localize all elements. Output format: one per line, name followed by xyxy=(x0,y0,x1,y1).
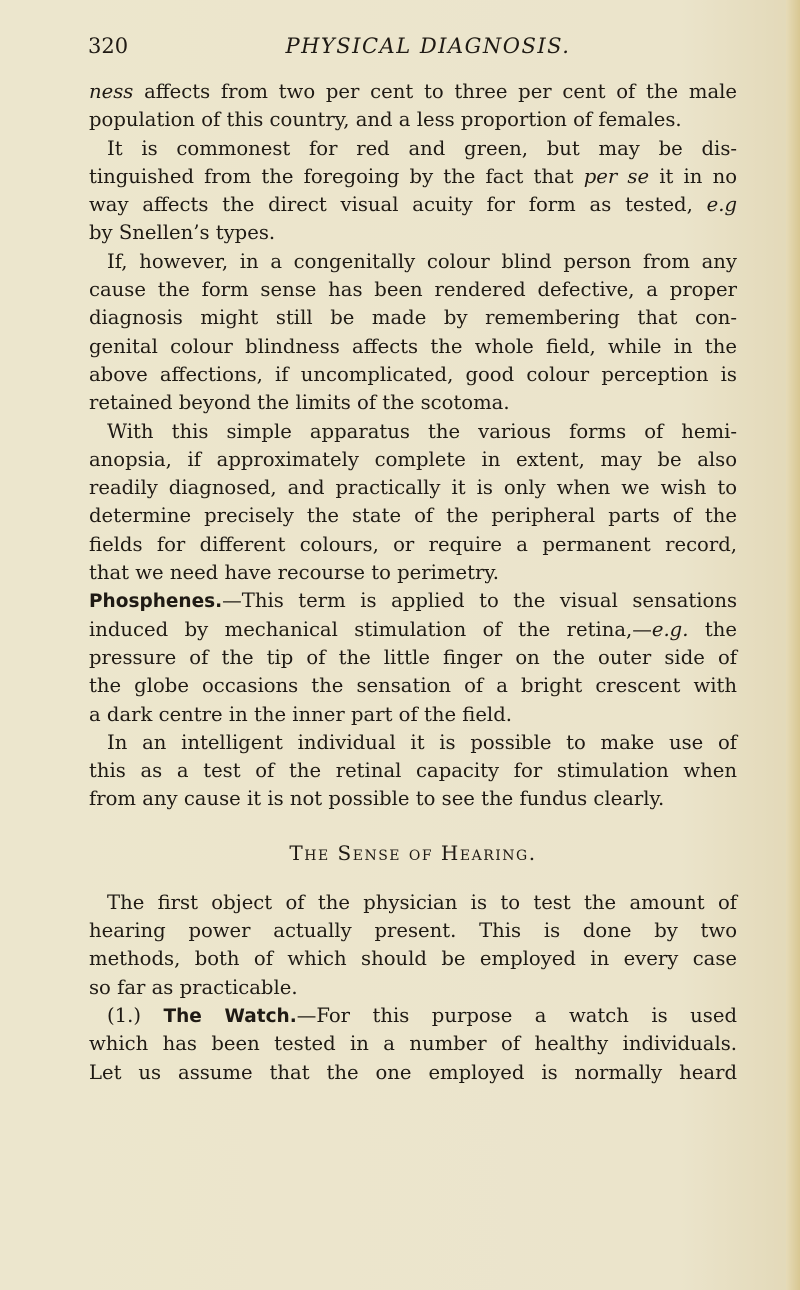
text-line: a dark centre in the inner part of the field. xyxy=(89,702,512,726)
text-line: the globe occasions the sensation of a bright crescent with xyxy=(89,674,737,698)
text-line: that we need have recourse to perimetry. xyxy=(89,561,500,585)
text-line: determine precisely the state of the peripheral parts of the xyxy=(89,504,737,528)
text-line: diagnosis might still be made by remembering that con- xyxy=(89,306,737,330)
text-line: (1.) The Watch.—For this purpose a watch is used xyxy=(107,1003,737,1027)
running-title: PHYSICAL DIAGNOSIS. xyxy=(285,34,571,58)
paragraph xyxy=(89,889,737,1002)
text-line: which has been tested in a number of healthy individuals. xyxy=(89,1032,737,1056)
section-heading: The Sense of Hearing. xyxy=(289,840,537,865)
page-edge xyxy=(786,0,800,1290)
text-line: fields for different colours, or require a permanent record, xyxy=(89,532,737,556)
text-line: anopsia, if approximately complete in extent, may be also xyxy=(89,447,737,471)
text-line: so far as practicable. xyxy=(89,975,298,999)
page-header xyxy=(88,34,728,64)
text-line: Phosphenes.—This term is applied to the visual sensations xyxy=(89,589,737,613)
text-line: It is commonest for red and green, but may be dis- xyxy=(107,136,737,160)
text-line: this as a test of the retinal capacity for stimulation when xyxy=(89,759,737,783)
text-line: readily diagnosed, and practically it is only when we wish to xyxy=(89,476,737,500)
text-line: If, however, in a congenitally colour blind person from any xyxy=(107,249,737,273)
run-in-heading: Phosphenes. xyxy=(89,591,223,613)
page-number: 320 xyxy=(88,34,129,58)
text-line: genital colour blindness affects the whole field, while in the xyxy=(89,334,737,358)
paragraph xyxy=(89,418,737,588)
text-line: The first object of the physician is to test the amount of xyxy=(107,890,737,914)
text-line: cause the form sense has been rendered defective, a proper xyxy=(89,278,737,302)
text-line: Let us assume that the one employed is normally heard xyxy=(89,1060,737,1084)
paragraph-phosphenes xyxy=(89,587,737,728)
text-line: induced by mechanical stimulation of the retina,—e.g. the xyxy=(89,617,737,641)
text-line: from any cause it is not possible to see the fundus clearly. xyxy=(89,787,665,811)
text-line: way affects the direct visual acuity for form as tested, e.g xyxy=(89,193,737,217)
text-line: tinguished from the foregoing by the fact that per se it in no xyxy=(89,164,737,188)
text-line: In an intelligent individual it is possible to make use of xyxy=(107,730,737,754)
text-line: by Snellen’s types. xyxy=(89,221,276,245)
paragraph xyxy=(89,248,737,418)
text-line: methods, both of which should be employed in every case xyxy=(89,947,737,971)
text-line: With this simple apparatus the various forms of hemi- xyxy=(107,419,737,443)
paragraph-watch xyxy=(89,1002,737,1087)
paragraph xyxy=(89,729,737,814)
paragraph xyxy=(89,78,737,135)
text-line: retained beyond the limits of the scotoma. xyxy=(89,391,510,415)
run-in-heading: The Watch. xyxy=(163,1005,297,1027)
page-body xyxy=(89,78,737,1087)
text-line: hearing power actually present. This is done by two xyxy=(89,919,737,943)
text-line: population of this country, and a less proportion of females. xyxy=(89,108,682,132)
paragraph xyxy=(89,135,737,248)
text-line: pressure of the tip of the little finger on the outer side of xyxy=(89,645,737,669)
text-line: above affections, if uncomplicated, good colour perception is xyxy=(89,362,737,386)
text-line: ness affects from two per cent to three per cent of the male xyxy=(89,80,737,103)
